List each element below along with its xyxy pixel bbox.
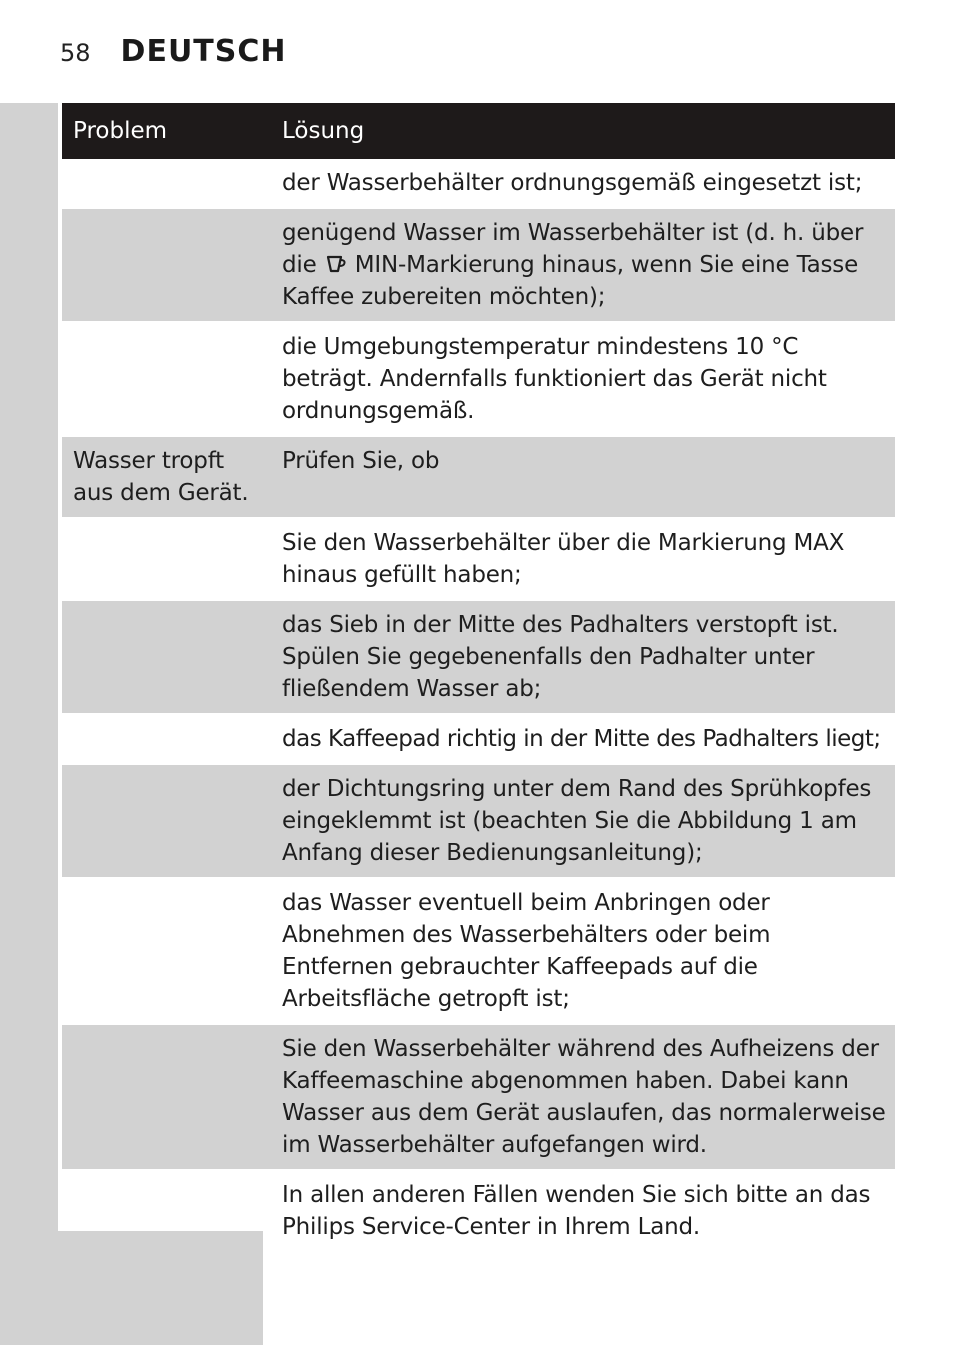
side-strip xyxy=(0,103,58,1345)
coffee-cup-icon xyxy=(326,254,346,274)
solution-cell: das Kaffeepad richtig in der Mitte des Padhalters liegt; xyxy=(282,726,881,752)
table-row xyxy=(62,159,895,207)
solution-cell xyxy=(271,209,895,321)
problem-cell xyxy=(62,765,271,877)
table-row xyxy=(62,877,895,1023)
solution-cell: In allen anderen Fällen wenden Sie sich bitte an das Philips Service-Center in Ihrem Land. xyxy=(282,1182,871,1240)
problem-cell xyxy=(62,1025,271,1169)
solution-cell: der Dichtungsring unter dem Rand des Sprühkopfes eingeklemmt ist (beachten Sie die Abbildung 1 am Anfang dieser Bedienungsanleitung); xyxy=(282,776,872,866)
troubleshooting-table xyxy=(62,103,895,1251)
table-row xyxy=(62,517,895,599)
table-row xyxy=(62,599,895,713)
problem-cell xyxy=(62,601,271,713)
table-row xyxy=(62,207,895,321)
table-header xyxy=(62,103,895,159)
problem-cell: Wasser tropft aus dem Gerät. xyxy=(73,448,249,506)
section-title: DEUTSCH xyxy=(120,34,287,69)
page-number: 58 xyxy=(60,39,91,67)
page-header xyxy=(60,34,287,69)
problem-cell xyxy=(62,1171,271,1251)
solution-text-part: genügend Wasser im Wasserbehälter ist (d. h. über die xyxy=(282,220,864,278)
solution-cell: das Wasser eventuell beim Anbringen oder Abnehmen des Wasserbehälters oder beim Entfernen gebrauchter Kaffeepads auf die Arbeitsfläche getropft ist; xyxy=(282,890,771,1012)
problem-cell xyxy=(62,715,271,763)
table-row xyxy=(62,1023,895,1169)
problem-cell xyxy=(62,323,271,435)
solution-cell: Sie den Wasserbehälter während des Aufheizens der Kaffeemaschine abgenommen haben. Dabei kann Wasser aus dem Gerät auslaufen, das normalerweise im Wasserbehälter aufgefangen wird. xyxy=(282,1036,886,1158)
table-row xyxy=(62,713,895,763)
solution-cell: Sie den Wasserbehälter über die Markierung MAX hinaus gefüllt haben; xyxy=(282,530,845,588)
table-row xyxy=(62,321,895,435)
table-row xyxy=(62,1169,895,1251)
column-header-solution: Lösung xyxy=(282,118,365,144)
solution-text-part: MIN-Markierung hinaus, wenn Sie eine Tasse Kaffee zubereiten möchten); xyxy=(282,252,859,310)
problem-cell xyxy=(62,159,271,207)
table-row xyxy=(62,435,895,517)
table-row xyxy=(62,763,895,877)
solution-cell: der Wasserbehälter ordnungsgemäß eingesetzt ist; xyxy=(282,170,863,196)
problem-cell xyxy=(62,879,271,1023)
problem-cell xyxy=(62,519,271,599)
column-header-problem: Problem xyxy=(73,118,168,144)
solution-cell: das Sieb in der Mitte des Padhalters verstopft ist. Spülen Sie gegebenenfalls den Padhalter unter fließendem Wasser ab; xyxy=(282,612,839,702)
solution-cell: die Umgebungstemperatur mindestens 10 °C beträgt. Andernfalls funktioniert das Gerät nicht ordnungsgemäß. xyxy=(282,334,827,424)
problem-cell xyxy=(62,209,271,321)
solution-cell: Prüfen Sie, ob xyxy=(282,448,440,474)
